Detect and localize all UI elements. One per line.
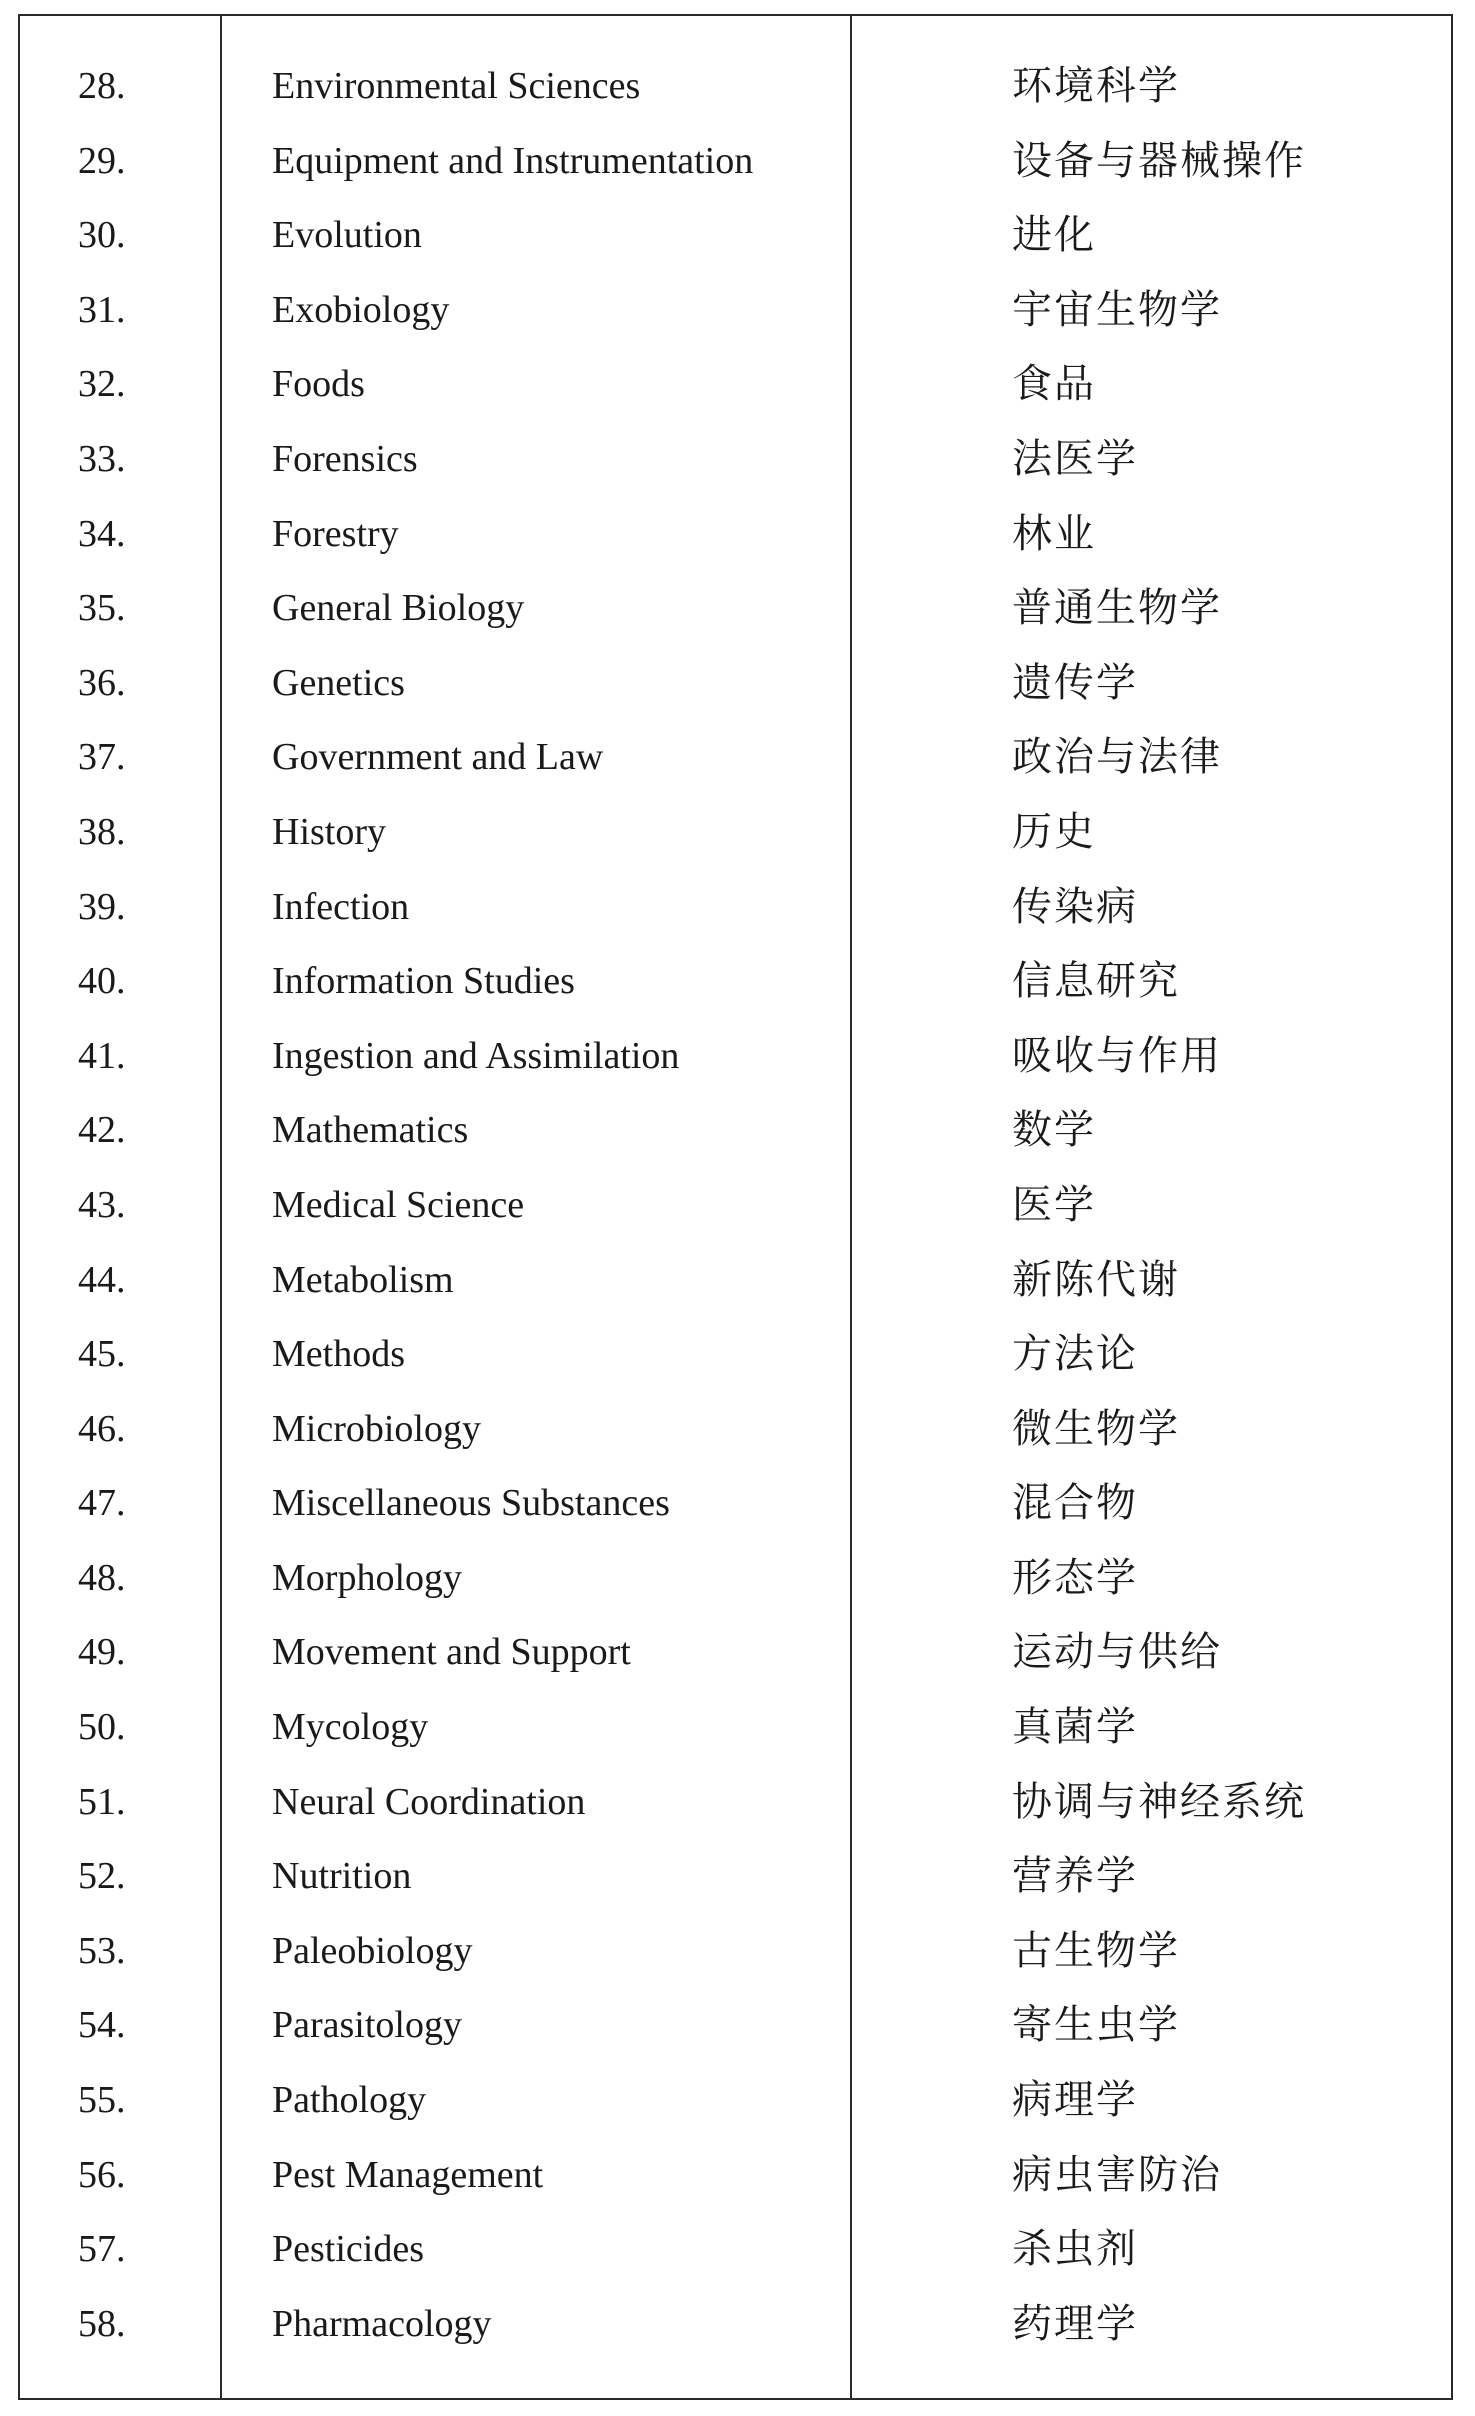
english-term: Pest Management — [272, 2153, 544, 2196]
table-row — [20, 2070, 1451, 2145]
table-row — [20, 1399, 1451, 1474]
table-row — [20, 1622, 1451, 1697]
table-row — [20, 877, 1451, 952]
row-number: 49. — [78, 1631, 126, 1674]
table-row — [20, 2294, 1451, 2369]
table-row — [20, 802, 1451, 877]
english-term: Neural Coordination — [272, 1780, 586, 1823]
english-term: Ingestion and Assimilation — [272, 1034, 680, 1077]
row-number: 53. — [78, 1929, 126, 1972]
english-term: Paleobiology — [272, 1929, 473, 1972]
table-row — [20, 1995, 1451, 2070]
row-number: 35. — [78, 587, 126, 630]
chinese-term: 医学 — [1012, 1181, 1096, 1228]
chinese-term: 遗传学 — [1012, 659, 1138, 706]
chinese-term: 真菌学 — [1012, 1704, 1138, 1751]
row-number: 42. — [78, 1109, 126, 1152]
row-number: 54. — [78, 2004, 126, 2047]
english-term: Medical Science — [272, 1183, 525, 1226]
table-row — [20, 205, 1451, 280]
row-number: 51. — [78, 1780, 126, 1823]
table-row — [20, 1473, 1451, 1548]
table-row — [20, 131, 1451, 206]
chinese-term: 寄生虫学 — [1012, 2002, 1180, 2049]
row-number: 58. — [78, 2302, 126, 2345]
chinese-term: 新陈代谢 — [1012, 1256, 1180, 1303]
english-term: Genetics — [272, 661, 405, 704]
chinese-term: 进化 — [1012, 212, 1096, 259]
row-number: 48. — [78, 1556, 126, 1599]
chinese-term: 协调与神经系统 — [1012, 1778, 1306, 1825]
english-term: Miscellaneous Substances — [272, 1482, 670, 1525]
english-term: Foods — [272, 363, 365, 406]
english-term: Equipment and Instrumentation — [272, 139, 754, 182]
row-number: 45. — [78, 1333, 126, 1376]
table-row — [20, 1921, 1451, 1996]
table-row — [20, 1846, 1451, 1921]
chinese-term: 政治与法律 — [1012, 734, 1222, 781]
english-term: Pharmacology — [272, 2302, 492, 2345]
chinese-term: 方法论 — [1012, 1331, 1138, 1378]
row-number: 33. — [78, 437, 126, 480]
table-row — [20, 1324, 1451, 1399]
english-term: Government and Law — [272, 736, 604, 779]
row-number: 57. — [78, 2228, 126, 2271]
chinese-term: 普通生物学 — [1012, 585, 1222, 632]
table-row — [20, 1175, 1451, 1250]
row-number: 39. — [78, 885, 126, 928]
table-row — [20, 429, 1451, 504]
table-row — [20, 1697, 1451, 1772]
table-body — [20, 56, 1451, 2368]
chinese-term: 法医学 — [1012, 435, 1138, 482]
english-term: Metabolism — [272, 1258, 454, 1301]
table-row — [20, 2219, 1451, 2294]
table-row — [20, 1772, 1451, 1847]
table-row — [20, 2145, 1451, 2220]
row-number: 40. — [78, 960, 126, 1003]
chinese-term: 吸收与作用 — [1012, 1032, 1222, 1079]
chinese-term: 信息研究 — [1012, 958, 1180, 1005]
chinese-term: 杀虫剂 — [1012, 2226, 1138, 2273]
table-row — [20, 578, 1451, 653]
english-term: Mathematics — [272, 1109, 469, 1152]
row-number: 31. — [78, 288, 126, 331]
row-number: 28. — [78, 65, 126, 107]
row-number: 55. — [78, 2079, 126, 2122]
english-term: Infection — [272, 885, 410, 928]
chinese-term: 历史 — [1012, 808, 1096, 855]
table-row — [20, 56, 1451, 131]
chinese-term: 病虫害防治 — [1012, 2151, 1222, 2198]
chinese-term: 宇宙生物学 — [1012, 286, 1222, 333]
english-term: History — [272, 810, 386, 853]
table-row — [20, 1250, 1451, 1325]
english-term: Mycology — [272, 1706, 429, 1749]
english-term: Methods — [272, 1333, 405, 1376]
subject-table — [18, 14, 1453, 2400]
row-number: 32. — [78, 363, 126, 406]
row-number: 50. — [78, 1706, 126, 1749]
english-term: Morphology — [272, 1556, 462, 1599]
row-number: 41. — [78, 1034, 126, 1077]
table-row — [20, 1548, 1451, 1623]
row-number: 37. — [78, 736, 126, 779]
chinese-term: 食品 — [1012, 361, 1096, 408]
chinese-term: 古生物学 — [1012, 1927, 1180, 1974]
row-number: 29. — [78, 139, 126, 182]
row-number: 34. — [78, 512, 126, 555]
english-term: Movement and Support — [272, 1631, 631, 1674]
row-number: 44. — [78, 1258, 126, 1301]
english-term: Exobiology — [272, 288, 450, 331]
chinese-term: 营养学 — [1012, 1853, 1138, 1900]
row-number: 56. — [78, 2153, 126, 2196]
chinese-term: 传染病 — [1012, 883, 1138, 930]
table-row — [20, 1100, 1451, 1175]
chinese-term: 微生物学 — [1012, 1405, 1180, 1452]
chinese-term: 环境科学 — [1012, 63, 1180, 109]
table-row — [20, 280, 1451, 355]
english-term: Evolution — [272, 214, 422, 257]
table-row — [20, 727, 1451, 802]
row-number: 43. — [78, 1183, 126, 1226]
table-row — [20, 951, 1451, 1026]
chinese-term: 林业 — [1012, 510, 1096, 557]
english-term: Pathology — [272, 2079, 427, 2122]
table-row — [20, 1026, 1451, 1101]
english-term: Nutrition — [272, 1855, 412, 1898]
english-term: Pesticides — [272, 2228, 424, 2271]
english-term: Environmental Sciences — [272, 65, 641, 107]
row-number: 30. — [78, 214, 126, 257]
chinese-term: 形态学 — [1012, 1554, 1138, 1601]
chinese-term: 数学 — [1012, 1107, 1096, 1154]
chinese-term: 病理学 — [1012, 2077, 1138, 2124]
english-term: Forensics — [272, 437, 418, 480]
table-row — [20, 354, 1451, 429]
english-term: Forestry — [272, 512, 399, 555]
english-term: Microbiology — [272, 1407, 481, 1450]
english-term: Information Studies — [272, 960, 575, 1003]
row-number: 52. — [78, 1855, 126, 1898]
chinese-term: 运动与供给 — [1012, 1629, 1222, 1676]
row-number: 46. — [78, 1407, 126, 1450]
table-row — [20, 504, 1451, 579]
table-row — [20, 653, 1451, 728]
chinese-term: 混合物 — [1012, 1480, 1138, 1527]
chinese-term: 设备与器械操作 — [1012, 137, 1306, 184]
row-number: 38. — [78, 810, 126, 853]
row-number: 47. — [78, 1482, 126, 1525]
row-number: 36. — [78, 661, 126, 704]
english-term: Parasitology — [272, 2004, 462, 2047]
chinese-term: 药理学 — [1012, 2300, 1138, 2347]
english-term: General Biology — [272, 587, 525, 630]
